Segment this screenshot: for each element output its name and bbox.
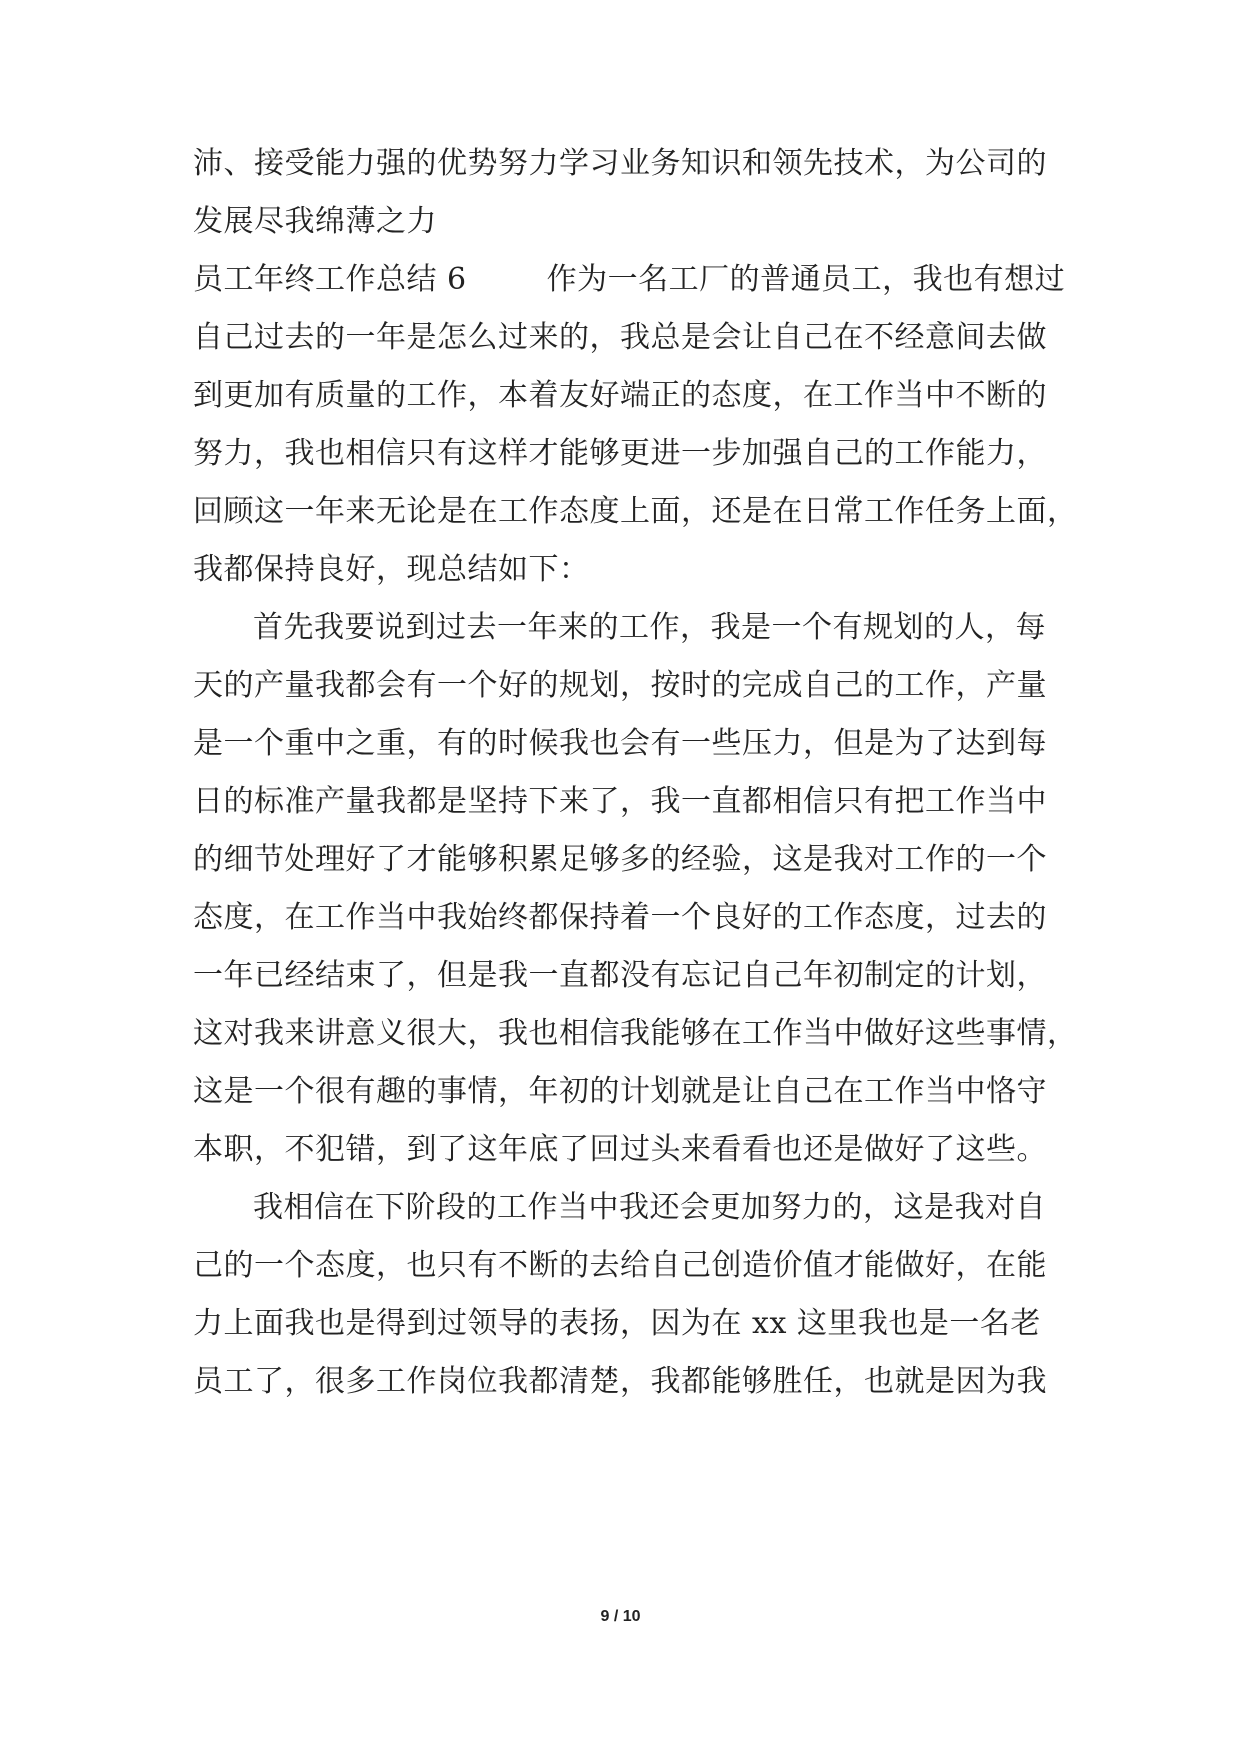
text-line-5: 到更加有质量的工作，本着友好端正的态度，在工作当中不断的 [193, 378, 1047, 413]
text-line-20: 己的一个态度，也只有不断的去给自己创造价值才能做好，在能 [193, 1248, 1047, 1283]
text-line-6: 努力，我也相信只有这样才能够更进一步加强自己的工作能力， [193, 436, 1047, 471]
text-line-12: 日的标准产量我都是坚持下来了，我一直都相信只有把工作当中 [193, 784, 1047, 819]
text-line-16: 这对我来讲意义很大，我也相信我能够在工作当中做好这些事情， [193, 1016, 1078, 1051]
page-number: 9 / 10 [600, 1608, 641, 1625]
text-line-7: 回顾这一年来无论是在工作态度上面，还是在日常工作任务上面， [193, 494, 1078, 529]
text-line-15: 一年已经结束了，但是我一直都没有忘记自己年初制定的计划， [193, 958, 1047, 993]
section-heading: 员工年终工作总结 6 [193, 262, 467, 297]
text-line-13: 的细节处理好了才能够积累足够多的经验，这是我对工作的一个 [193, 842, 1047, 877]
text-line-22: 员工了，很多工作岗位我都清楚，我都能够胜任，也就是因为我 [193, 1364, 1047, 1399]
text-line-14: 态度，在工作当中我始终都保持着一个良好的工作态度，过去的 [193, 900, 1047, 935]
paragraph-start-2: 我相信在下阶段的工作当中我还会更加努力的，这是我对自 [253, 1190, 1046, 1225]
text-line-17: 这是一个很有趣的事情，年初的计划就是让自己在工作当中恪守 [193, 1074, 1047, 1109]
section-heading-line [193, 260, 1066, 300]
text-line-4: 自己过去的一年是怎么过来的，我总是会让自己在不经意间去做 [193, 320, 1047, 355]
text-line-10: 天的产量我都会有一个好的规划，按时的完成自己的工作，产量 [193, 668, 1047, 703]
text-line-21: 力上面我也是得到过领导的表扬，因为在 xx 这里我也是一名老 [193, 1306, 1041, 1341]
paragraph-start-1: 首先我要说到过去一年来的工作，我是一个有规划的人，每 [253, 610, 1046, 645]
text-line-8: 我都保持良好，现总结如下： [193, 552, 590, 587]
heading-continuation: 作为一名工厂的普通员工，我也有想过 [546, 262, 1066, 297]
text-line-18: 本职，不犯错，到了这年底了回过头来看看也还是做好了这些。 [193, 1132, 1047, 1167]
text-line-1: 沛、接受能力强的优势努力学习业务知识和领先技术，为公司的 [193, 146, 1047, 181]
text-line-11: 是一个重中之重，有的时候我也会有一些压力，但是为了达到每 [193, 726, 1047, 761]
text-line-2: 发展尽我绵薄之力 [193, 204, 437, 239]
